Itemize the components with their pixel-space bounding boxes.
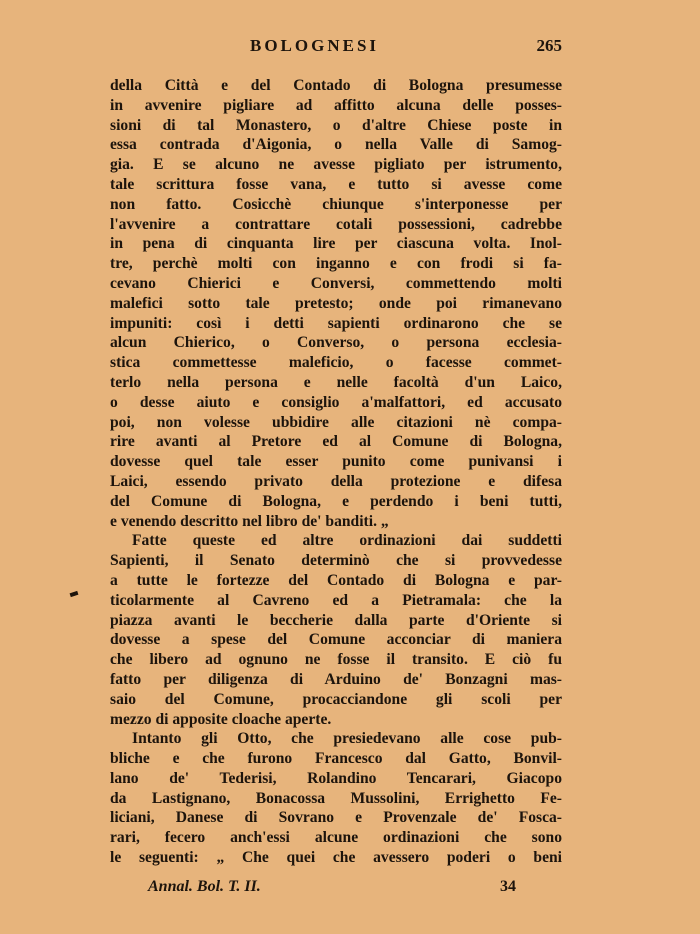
signature-mark: Annal. Bol. T. II.	[148, 878, 261, 895]
text-line: bliche e che furono Francesco dal Gatto, Bonvil-	[110, 750, 562, 768]
text-line: liciani, Danese di Sovrano e Provenzale de' Fosca-	[110, 809, 562, 827]
text-line: tre, perchè molti con inganno e con frodi si fa-	[110, 255, 562, 273]
text-line: piazza avanti le beccherie dalla parte d'Oriente si	[110, 611, 562, 629]
text-line: terlo nella persona e nelle facoltà d'un Laico,	[110, 373, 562, 391]
text-line: in pena di cinquanta lire per ciascuna volta. Inol-	[110, 235, 562, 253]
text-line: malefici sotto tale pretesto; onde poi rimanevano	[110, 294, 562, 312]
text-line: Laici, essendo privato della protezione e difesa	[110, 472, 562, 490]
text-line: cevano Chierici e Conversi, commettendo molti	[110, 274, 562, 292]
text-line: del Comune di Bologna, e perdendo i beni tutti,	[110, 492, 562, 510]
text-line: essa contrada d'Aigonia, o nella Valle di Samog-	[110, 136, 562, 154]
text-line: saio del Comune, procacciandone gli scoli per	[110, 690, 562, 708]
text-line: dovesse a spese del Comune acconciar di maniera	[110, 631, 562, 649]
text-line: Intanto gli Otto, che presiedevano alle cose pub-	[132, 730, 562, 748]
text-line: dovesse quel tale esser punito come punivansi i	[110, 453, 562, 471]
text-line: che libero ad ognuno ne fosse il transito. E ciò fu	[110, 651, 562, 669]
text-line: rire avanti al Pretore ed al Comune di Bologna,	[110, 433, 562, 451]
text-line: e venendo descritto nel libro de' banditi. „	[110, 512, 389, 530]
running-head-title: BOLOGNESI	[250, 36, 380, 55]
text-line: alcun Chierico, o Converso, o persona ecclesia-	[110, 334, 562, 352]
text-line: mezzo di apposite cloache aperte.	[110, 710, 332, 728]
running-head	[110, 36, 562, 60]
text-line: lano de' Tederisi, Rolandino Tencarari, Giacopo	[110, 769, 562, 787]
text-line: Fatte queste ed altre ordinazioni dai suddetti	[132, 532, 562, 550]
body-text	[110, 76, 562, 868]
text-line: poi, non volesse ubbidire alle citazioni nè compa-	[110, 413, 562, 431]
text-line: a tutte le fortezze del Contado di Bologna e par-	[110, 571, 562, 589]
text-line: non fatto. Cosicchè chiunque s'interponesse per	[110, 195, 562, 213]
text-line: ticolarmente al Cavreno ed a Pietramala: che la	[110, 591, 562, 609]
text-line: da Lastignano, Bonacossa Mussolini, Errighetto Fe-	[110, 789, 562, 807]
text-line: o desse aiuto e consiglio a'malfattori, ed accusato	[110, 393, 562, 411]
text-line: stica commettesse maleficio, o facesse commet-	[110, 354, 562, 372]
text-line: fatto per diligenza di Arduino de' Bonzagni mas-	[110, 670, 562, 688]
page-number: 265	[536, 36, 562, 55]
text-line: rari, fecero anch'essi alcune ordinazioni che sono	[110, 829, 562, 847]
text-line: impuniti: così i detti sapienti ordinarono che se	[110, 314, 562, 332]
sheet-number: 34	[500, 878, 516, 895]
text-line: Sapienti, il Senato determinò che si provvedesse	[110, 552, 562, 570]
page-footer	[148, 878, 528, 900]
text-line: l'avvenire a contrattare cotali possessioni, cadrebbe	[110, 215, 562, 233]
text-line: gia. E se alcuno ne avesse pigliato per istrumento,	[110, 156, 562, 174]
text-line: tale scrittura fosse vana, e tutto si avesse come	[110, 175, 562, 193]
text-line: in avvenire pigliare ad affitto alcuna delle posses-	[110, 96, 562, 114]
margin-mark	[70, 591, 79, 597]
text-line: sioni di tal Monastero, o d'altre Chiese poste in	[110, 116, 562, 134]
text-line: della Città e del Contado di Bologna presumesse	[110, 77, 562, 94]
text-line: le seguenti: „ Che quei che avessero poderi o beni	[110, 849, 562, 867]
